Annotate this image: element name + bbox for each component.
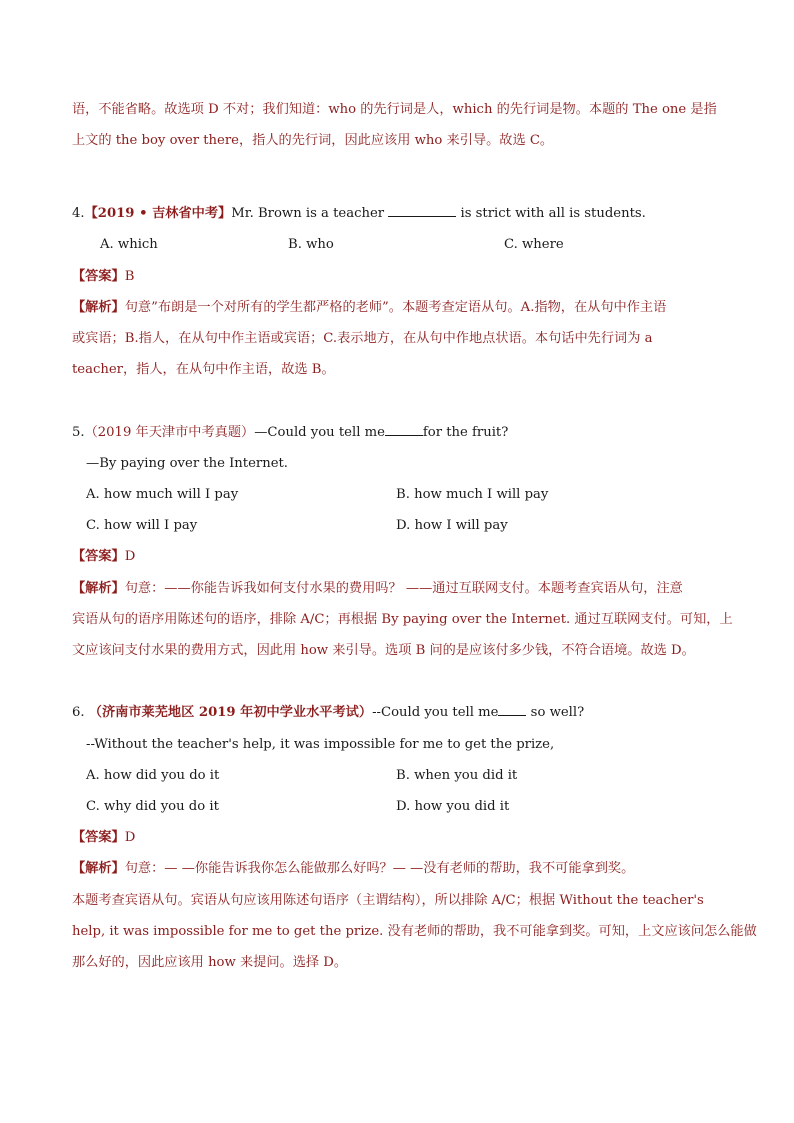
question-5-stem: [72, 423, 508, 443]
answer-blank: [498, 703, 526, 716]
option-c: C. where: [504, 237, 564, 252]
analysis-line-3: 文应该问支付水果的费用方式，因此用 how 来引导。选项 B 问的是应该付多少钱，不符合语境。故选 D。: [72, 643, 695, 658]
answer-line: [72, 547, 135, 567]
answer-tag: 【答案】: [72, 830, 125, 845]
option-d: D. how you did it: [396, 799, 510, 814]
answer-tag: 【答案】: [72, 269, 125, 284]
stem-after: is strict with all is students.: [460, 206, 646, 221]
analysis-line-1: [72, 298, 666, 318]
analysis-line-4: 那么好的，因此应该用 how 来提问。选择 D。: [72, 955, 348, 970]
option-a: A. how did you do it: [86, 768, 220, 783]
answer-value: B: [124, 269, 135, 284]
stem-before: Mr. Brown is a teacher: [231, 206, 385, 221]
option-b: B. who: [288, 237, 334, 252]
stem-after: so well?: [530, 705, 585, 720]
question-source: 【2019 • 吉林省中考】: [84, 206, 232, 221]
question-6-stem: [72, 703, 584, 723]
option-a: A. which: [100, 237, 158, 252]
analysis-text: 句意：— —你能告诉我你怎么能做那么好吗？— —没有老师的帮助，我不可能拿到奖。: [124, 861, 635, 876]
analysis-line-2: 宾语从句的语序用陈述句的语序，排除 A/C；再根据 By paying over the Internet. 通过互联网支付。可知，上: [72, 612, 733, 627]
analysis-tag: 【解析】: [72, 300, 125, 315]
analysis-line-2: 或宾语；B.指人，在从句中作主语或宾语；C.表示地方，在从句中作地点状语。本句话中先行词为 a: [72, 331, 653, 346]
answer-value: D: [124, 830, 136, 845]
option-b: B. when you did it: [396, 768, 518, 783]
option-c: C. how will I pay: [86, 518, 198, 533]
intro-line-2: 上文的 the boy over there，指人的先行词，因此应该用 who 来引导。故选 C。: [72, 133, 554, 148]
analysis-line-3: teacher，指人，在从句中作主语，故选 B。: [72, 362, 335, 377]
option-d: D. how I will pay: [396, 518, 508, 533]
stem-before: --Could you tell me: [372, 705, 499, 720]
analysis-line-2: 本题考查宾语从句。宾语从句应该用陈述句语序（主谓结构），所以排除 A/C；根据 Without the teacher's: [72, 893, 704, 908]
question-number: 4.: [72, 206, 85, 221]
analysis-line-3: help, it was impossible for me to get the prize. 没有老师的帮助，我不可能拿到奖。可知，上文应该问怎么能做: [72, 924, 757, 939]
question-number: 5.: [72, 425, 85, 440]
answer-tag: 【答案】: [72, 549, 125, 564]
option-c: C. why did you do it: [86, 799, 219, 814]
analysis-line-1: [72, 579, 683, 599]
analysis-line-1: [72, 859, 634, 879]
question-number: 6.: [72, 705, 85, 720]
option-b: B. how much I will pay: [396, 487, 549, 502]
answer-line: [72, 267, 134, 287]
answer-blank: [385, 423, 423, 436]
answer-line: [72, 828, 135, 848]
stem-after: for the fruit?: [422, 425, 509, 440]
question-5-reply: —By paying over the Internet.: [86, 456, 288, 471]
question-source: （2019 年天津市中考真题）: [84, 425, 255, 440]
analysis-tag: 【解析】: [72, 581, 125, 596]
analysis-tag: 【解析】: [72, 861, 125, 876]
question-4-stem: [72, 204, 646, 224]
analysis-text: 句意：——你能告诉我如何支付水果的费用吗？ ——通过互联网支付。本题考查宾语从句，注意: [124, 581, 683, 596]
analysis-text: 句意”布朗是一个对所有的学生都严格的老师”。本题考查定语从句。A.指物，在从句中作主语: [124, 300, 667, 315]
stem-before: —Could you tell me: [254, 425, 385, 440]
answer-blank: [388, 204, 456, 217]
option-a: A. how much will I pay: [86, 487, 239, 502]
question-source: （济南市莱芜地区 2019 年初中学业水平考试）: [88, 705, 373, 720]
intro-line-1: 语，不能省略。故选项 D 不对；我们知道：who 的先行词是人，which 的先行词是物。本题的 The one 是指: [72, 102, 717, 117]
question-6-reply: --Without the teacher's help, it was impossible for me to get the prize,: [86, 737, 555, 752]
answer-value: D: [124, 549, 136, 564]
